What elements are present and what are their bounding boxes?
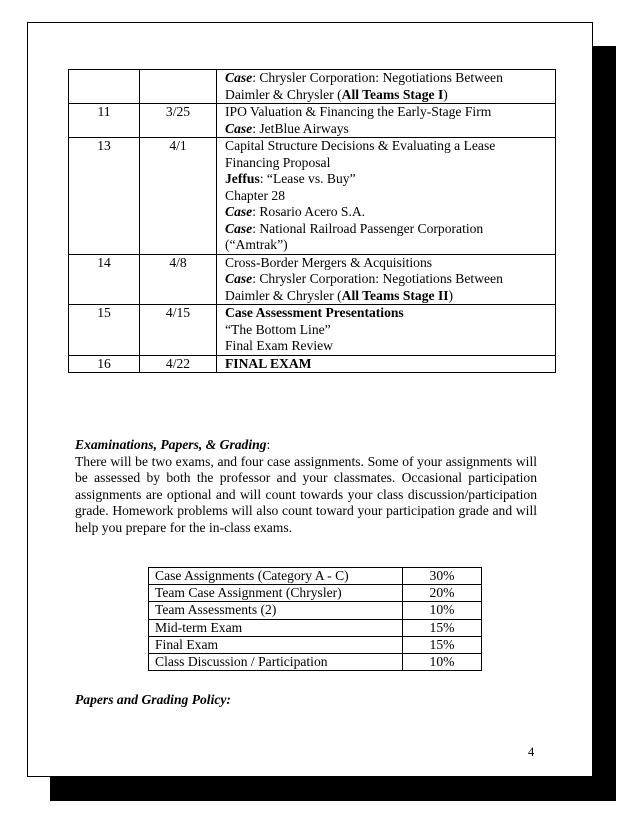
schedule-topic: [217, 70, 556, 104]
exams-heading: Examinations, Papers, & Grading: [75, 437, 267, 452]
schedule-topic-line: [225, 221, 549, 238]
schedule-week: 13: [69, 138, 140, 255]
grading-weight: 30%: [403, 568, 482, 585]
schedule-topic-line: [225, 121, 549, 138]
grading-weight: 10%: [403, 602, 482, 619]
grading-item: Team Case Assignment (Chrysler): [149, 585, 403, 602]
schedule-topic-text: : Chrysler Corporation: Negotiations Between: [252, 70, 503, 85]
exams-heading-line: [75, 437, 537, 454]
grading-table: [148, 567, 482, 671]
schedule-topic-text: IPO Valuation & Financing the Early-Stage Firm: [225, 104, 492, 119]
schedule-topic-line: [225, 70, 549, 87]
schedule-date: 3/25: [140, 104, 217, 138]
exams-body: There will be two exams, and four case assignments. Some of your assignments will be assessed by both the professor and your classmates. Occasional participation assignments are optional and will count towards your class discussion/participation grade. Homework problems will also count toward your participation grade and will help you prepare for the in-class exams.: [75, 453, 537, 535]
schedule-topic-text: (“Amtrak”): [225, 237, 288, 252]
schedule-date: 4/22: [140, 355, 217, 373]
schedule-topic-line: [225, 188, 549, 205]
schedule-topic-line: [225, 171, 549, 188]
schedule-topic-line: [225, 87, 549, 104]
grading-weight: 15%: [403, 636, 482, 653]
grading-item: Case Assignments (Category A - C): [149, 568, 403, 585]
schedule-topic: [217, 138, 556, 255]
schedule-topic-text: Financing Proposal: [225, 154, 331, 170]
schedule-topic-line: [225, 322, 549, 339]
schedule-topic: [217, 305, 556, 356]
schedule-topic-text: ): [443, 86, 448, 102]
schedule-topic-text: Case: [225, 120, 253, 136]
schedule-topic-text: Daimler & Chrysler (: [225, 287, 342, 303]
schedule-topic-text: Cross-Border Mergers & Acquisitions: [225, 254, 433, 270]
schedule-topic-text: Case: [225, 70, 253, 85]
schedule-topic-text: : National Railroad Passenger Corporation: [252, 220, 484, 236]
schedule-topic-line: [225, 104, 549, 121]
schedule-topic-text: All Teams Stage II: [341, 287, 449, 303]
schedule-topic-text: Jeffus: [225, 171, 260, 186]
grading-item: Final Exam: [149, 636, 403, 653]
grading-row: [149, 654, 482, 671]
schedule-topic-line: [225, 271, 549, 288]
schedule-topic-line: [225, 138, 549, 155]
schedule-topic-text: : Rosario Acero S.A.: [252, 204, 366, 219]
schedule-topic-line: [225, 155, 549, 172]
schedule-date: 4/8: [140, 254, 217, 305]
schedule-date: [140, 70, 217, 104]
grading-weight: 15%: [403, 619, 482, 636]
page-number: 4: [528, 745, 535, 759]
schedule-topic-text: Case: [225, 204, 253, 219]
schedule-topic-text: Daimler & Chrysler (: [225, 86, 342, 102]
schedule-topic-text: Case: [225, 220, 253, 236]
grading-table-body: [149, 568, 482, 671]
schedule-topic-text: : Chrysler Corporation: Negotiations Between: [252, 271, 503, 286]
grading-item: Class Discussion / Participation: [149, 654, 403, 671]
schedule-topic-text: All Teams Stage I: [341, 86, 444, 102]
schedule-date: 4/1: [140, 138, 217, 255]
grading-weight: 10%: [403, 654, 482, 671]
schedule-topic-text: “The Bottom Line”: [225, 321, 331, 337]
schedule-topic-line: [225, 204, 549, 221]
schedule-topic: [217, 254, 556, 305]
schedule-topic-line: [225, 338, 549, 355]
grading-row: [149, 636, 482, 653]
grading-weight: 20%: [403, 585, 482, 602]
schedule-topic-line: [225, 305, 549, 322]
schedule-row: [69, 305, 556, 356]
schedule-topic-text: : “Lease vs. Buy”: [259, 171, 356, 186]
schedule-row: [69, 138, 556, 255]
exams-section: [75, 437, 537, 537]
grading-item: Team Assessments (2): [149, 602, 403, 619]
schedule-week: 15: [69, 305, 140, 356]
grading-row: [149, 619, 482, 636]
schedule-topic-text: FINAL EXAM: [225, 355, 312, 371]
grading-row: [149, 568, 482, 585]
papers-grading-policy-heading: Papers and Grading Policy:: [75, 692, 231, 707]
schedule-row: [69, 104, 556, 138]
schedule-topic: [217, 355, 556, 373]
schedule-topic-line: [225, 237, 549, 254]
schedule-row: [69, 355, 556, 373]
schedule-topic-line: [225, 356, 549, 373]
schedule-week: [69, 70, 140, 104]
schedule-topic-text: Case Assessment Presentations: [225, 305, 404, 320]
schedule-topic-text: Chapter 28: [225, 187, 286, 203]
grading-item: Mid-term Exam: [149, 619, 403, 636]
schedule-table-body: [69, 70, 556, 373]
schedule-week: 11: [69, 104, 140, 138]
schedule-topic: [217, 104, 556, 138]
schedule-date: 4/15: [140, 305, 217, 356]
schedule-topic-text: Case: [225, 271, 253, 286]
grading-row: [149, 602, 482, 619]
schedule-topic-text: ): [448, 287, 454, 303]
schedule-topic-text: Final Exam Review: [225, 338, 333, 353]
grading-row: [149, 585, 482, 602]
schedule-week: 14: [69, 254, 140, 305]
schedule-topic-text: Capital Structure Decisions & Evaluating a Lease: [225, 138, 496, 153]
schedule-topic-line: [225, 255, 549, 272]
schedule-row: [69, 70, 556, 104]
schedule-week: 16: [69, 355, 140, 373]
schedule-topic-line: [225, 288, 549, 305]
schedule-row: [69, 254, 556, 305]
schedule-topic-text: : JetBlue Airways: [252, 120, 349, 136]
exams-heading-suffix: :: [266, 437, 271, 452]
schedule-table: [68, 69, 556, 373]
